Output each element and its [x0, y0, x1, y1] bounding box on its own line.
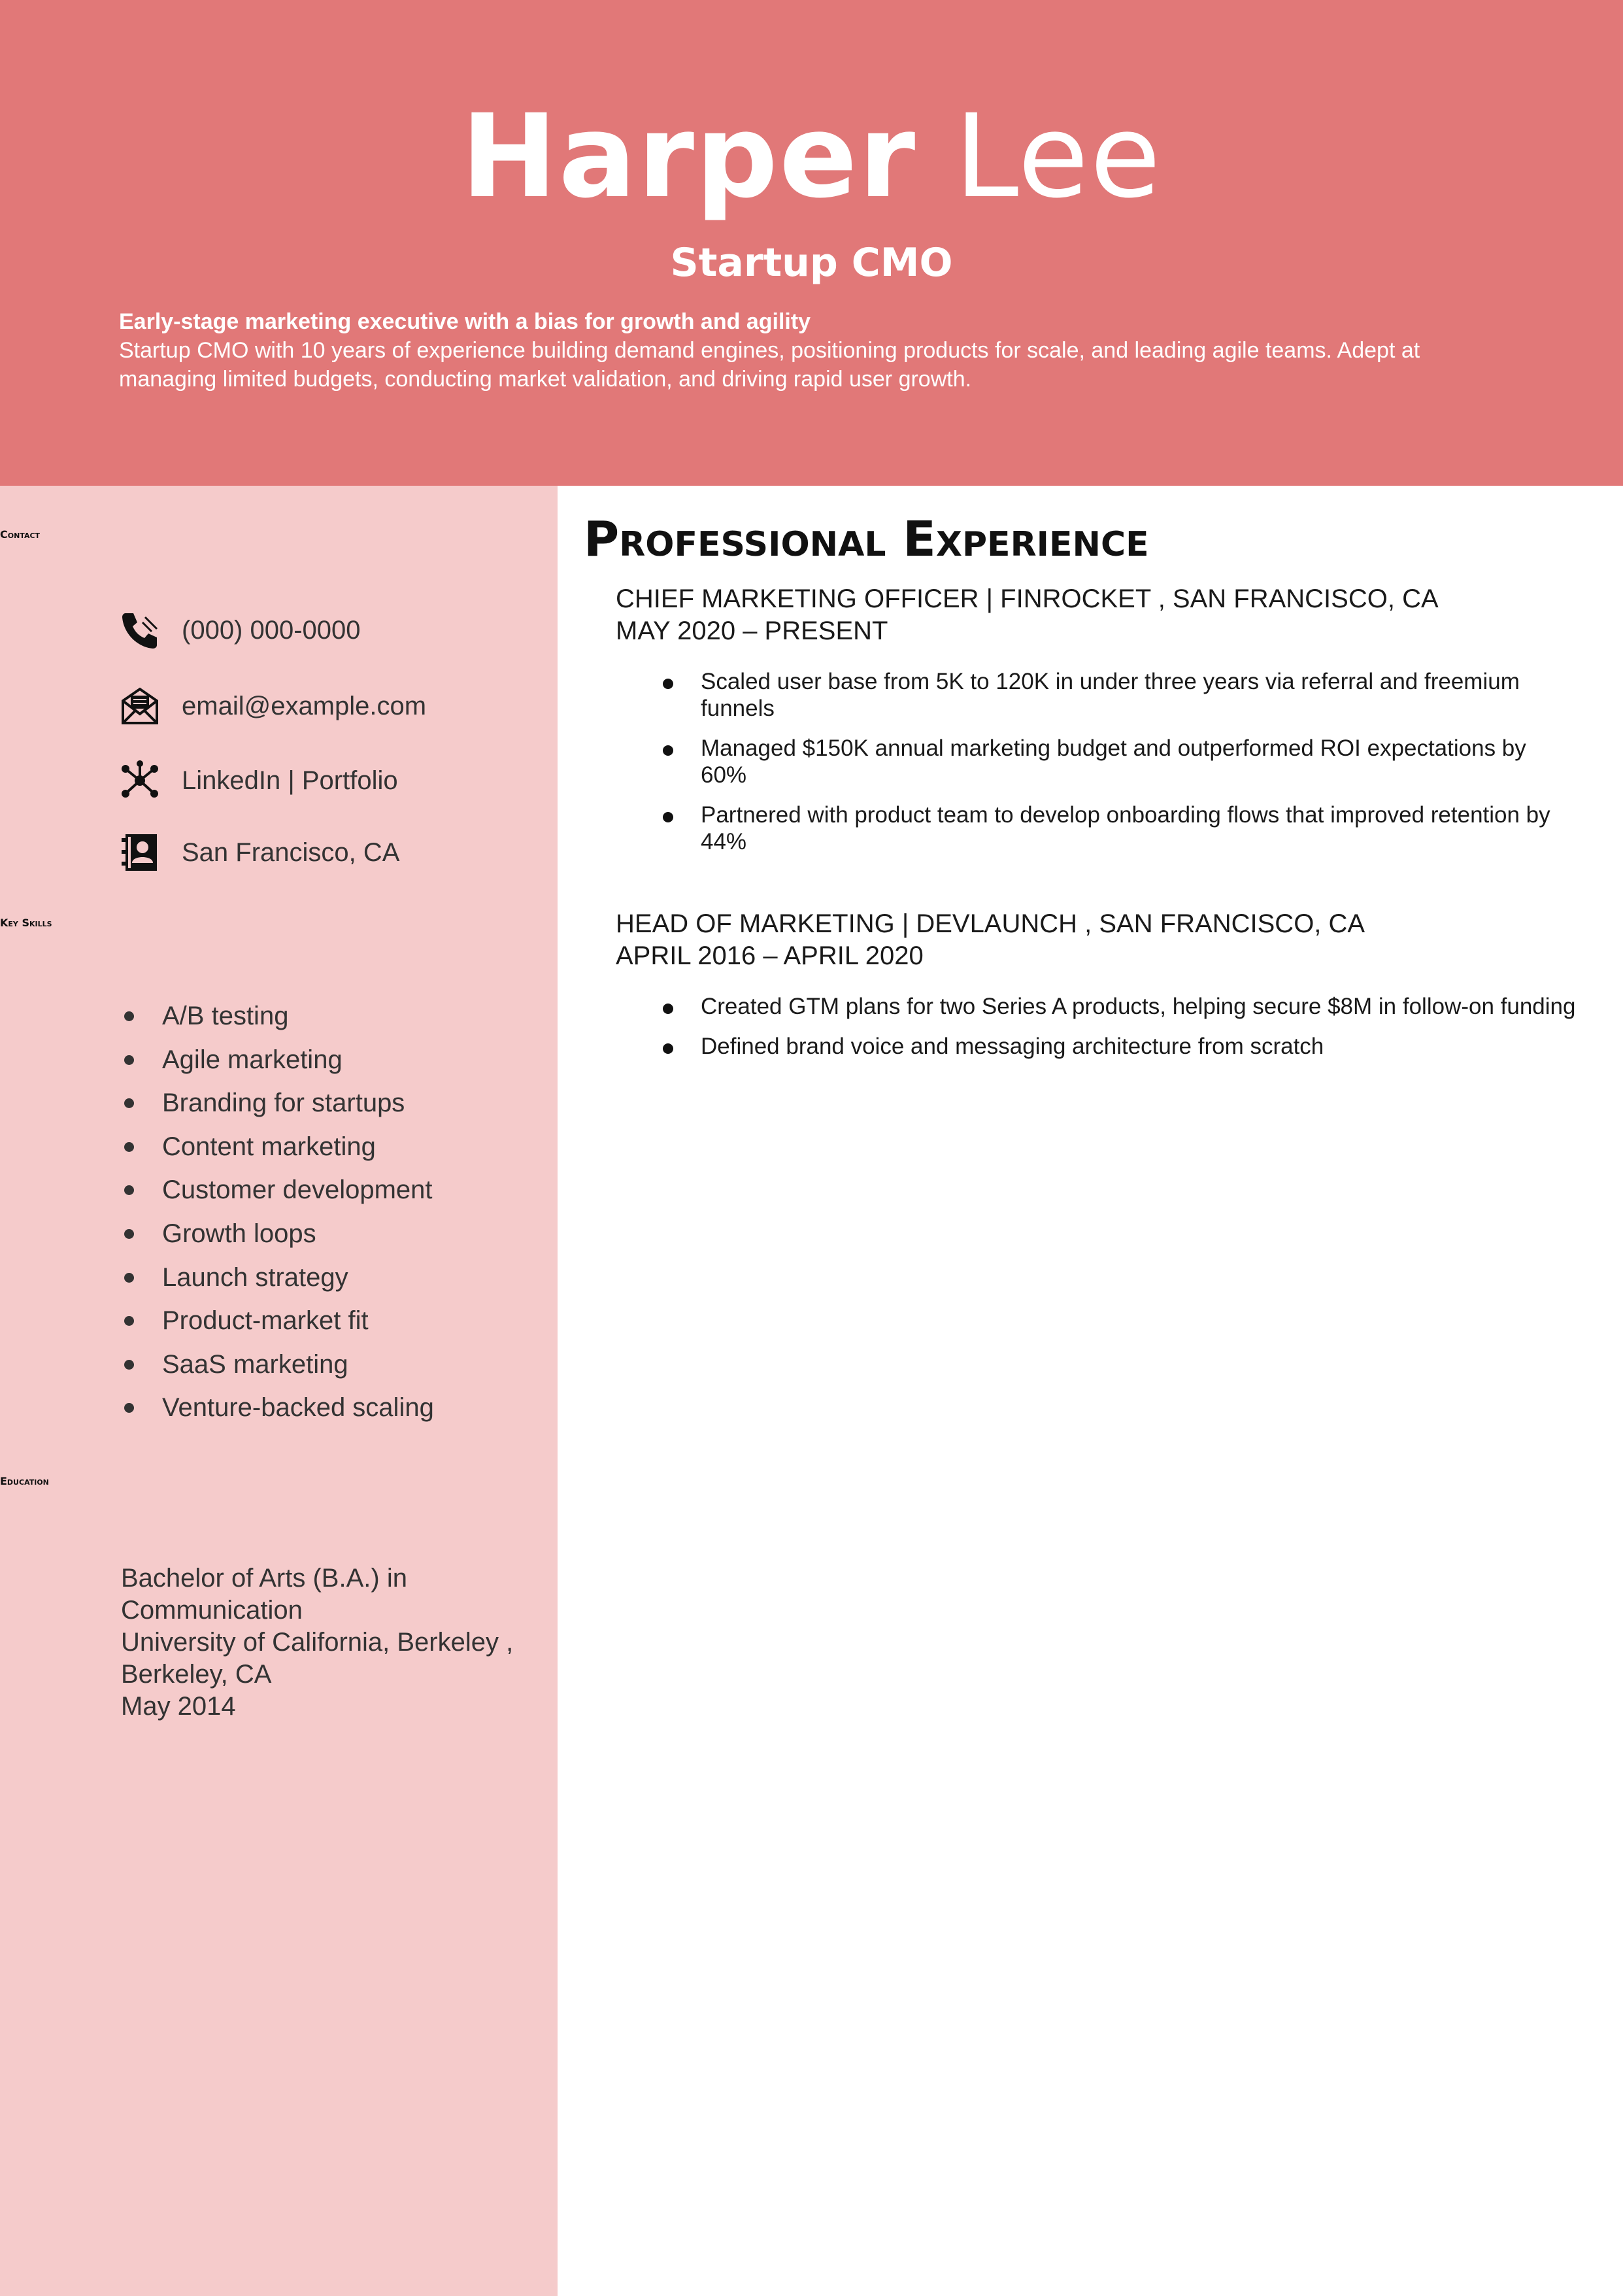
- list-item: Content marketing: [119, 1131, 537, 1175]
- job-dates: MAY 2020 – PRESENT: [616, 616, 888, 645]
- last-name: Lee: [954, 90, 1162, 224]
- resume-header: [0, 0, 1623, 486]
- list-item: Created GTM plans for two Series A products, helping secure $8M in follow-on funding: [616, 993, 1577, 1020]
- job-entry: [616, 583, 1596, 868]
- list-item: Customer development: [119, 1174, 537, 1218]
- phone-icon: [119, 609, 161, 651]
- contact-phone: [119, 609, 537, 651]
- job-header: HEAD OF MARKETING | DEVLAUNCH , SAN FRANCISCO, CA: [616, 909, 1365, 938]
- list-item: Growth loops: [119, 1218, 537, 1262]
- list-item: Agile marketing: [119, 1044, 537, 1088]
- school: University of California, Berkeley , Berkeley, CA: [121, 1628, 514, 1689]
- experience-heading: Professional Experience: [584, 511, 1149, 567]
- job-header: CHIEF MARKETING OFFICER | FINROCKET , SAN FRANCISCO, CA: [616, 584, 1439, 613]
- list-item: SaaS marketing: [119, 1349, 537, 1393]
- skills-heading: Key Skills: [0, 917, 52, 929]
- email-address[interactable]: email@example.com: [182, 692, 427, 720]
- job-title: Startup CMO: [670, 240, 953, 286]
- list-item: Managed $150K annual marketing budget and outperformed ROI expectations by 60%: [616, 735, 1577, 788]
- summary-block: [119, 307, 1505, 394]
- network-icon: [119, 760, 161, 802]
- list-item: A/B testing: [119, 1000, 537, 1044]
- envelope-icon: [119, 685, 161, 727]
- list-item: Launch strategy: [119, 1262, 537, 1306]
- degree: Bachelor of Arts (B.A.) in Communication: [121, 1564, 407, 1625]
- list-item: Venture-backed scaling: [119, 1392, 537, 1436]
- contact-location: [119, 832, 537, 873]
- contact-email: [119, 685, 537, 727]
- candidate-name: [0, 92, 1623, 222]
- list-item: Partnered with product team to develop onboarding flows that improved retention by 44%: [616, 802, 1577, 855]
- list-item: Scaled user base from 5K to 120K in under three years via referral and freemium funnels: [616, 668, 1577, 722]
- list-item: Product-market fit: [119, 1305, 537, 1349]
- phone-number[interactable]: (000) 000-0000: [182, 616, 361, 645]
- first-name: Harper: [461, 90, 917, 224]
- contact-heading: Contact: [0, 528, 41, 541]
- skills-list: [119, 1000, 537, 1436]
- list-item: Branding for startups: [119, 1087, 537, 1131]
- contact-card-icon: [119, 832, 161, 873]
- summary-text: Startup CMO with 10 years of experience building demand engines, positioning products for scale, and leading agile teams. Adept at managing limited budgets, conducting market validation, and driving rapid user growth.: [119, 338, 1420, 392]
- job-entry: [616, 908, 1596, 1073]
- contact-links: [119, 760, 537, 802]
- education-heading: Education: [0, 1475, 49, 1487]
- education-entry: [121, 1562, 539, 1723]
- location-text: San Francisco, CA: [182, 838, 400, 867]
- job-bullets: [616, 668, 1596, 855]
- summary-tagline: Early-stage marketing executive with a bias for growth and agility: [119, 309, 811, 334]
- profile-links[interactable]: LinkedIn | Portfolio: [182, 766, 398, 795]
- job-bullets: [616, 993, 1596, 1060]
- list-item: Defined brand voice and messaging architecture from scratch: [616, 1033, 1577, 1060]
- graduation-date: May 2014: [121, 1692, 236, 1721]
- job-dates: APRIL 2016 – APRIL 2020: [616, 941, 924, 970]
